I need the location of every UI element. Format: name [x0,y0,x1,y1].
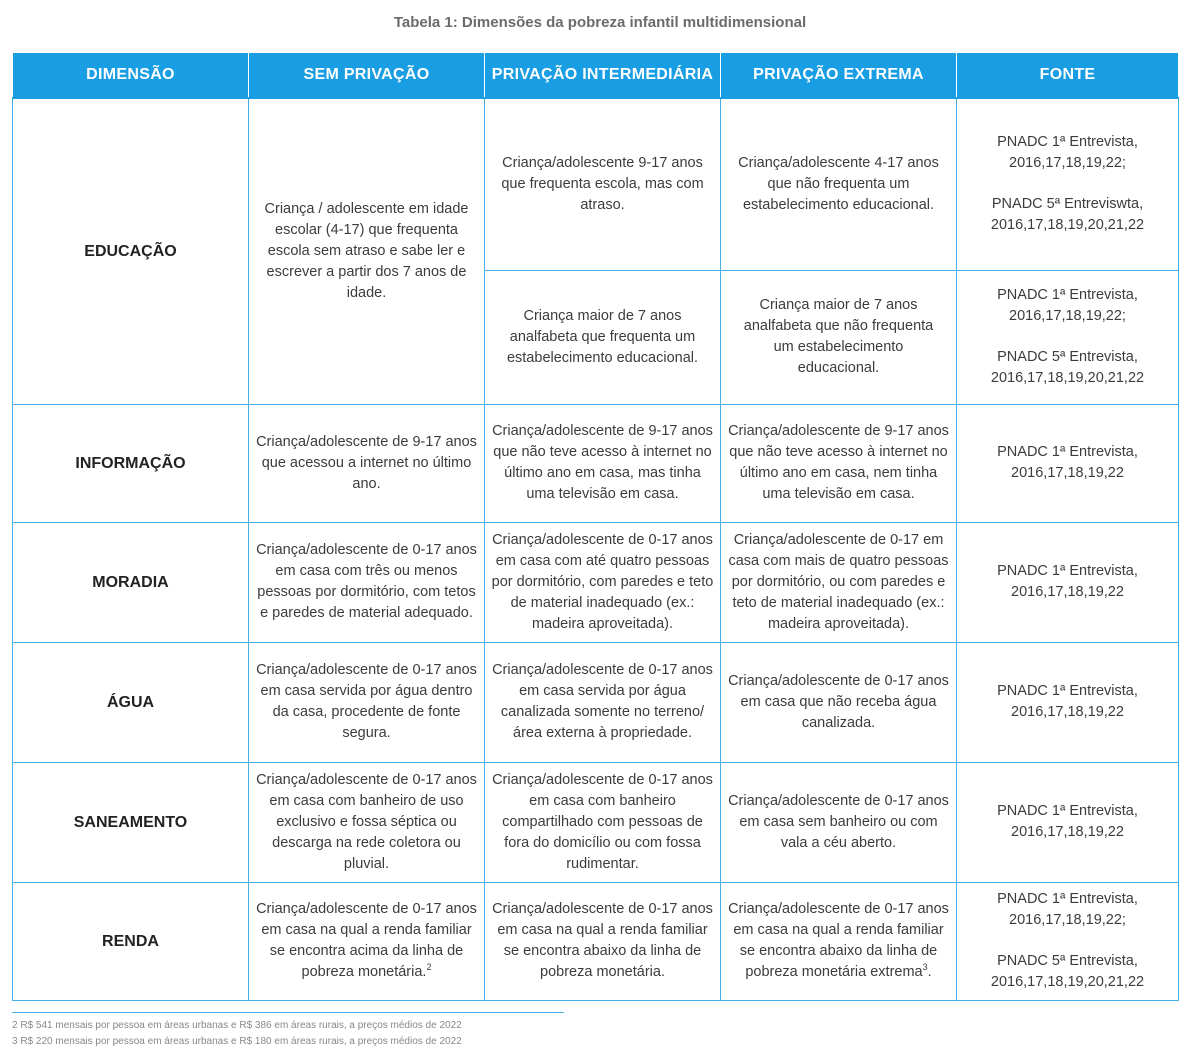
table-row [13,98,1179,270]
footnote-divider [12,1012,564,1013]
cell-saneamento-fonte: PNADC 1ª Entrevista, 2016,17,18,19,22 [957,762,1179,882]
cell-educacao-extrema-1: Criança/adolescente 4-17 anos que não frequenta um estabelecimento educacional. [721,98,957,270]
dimension-agua: ÁGUA [13,642,249,762]
cell-educacao-fonte-2 [957,270,1179,404]
cell-educacao-inter-2: Criança maior de 7 anos analfabeta que frequenta um estabelecimento educacional. [485,270,721,404]
cell-educacao-sem: Criança / adolescente em idade escolar (4-17) que frequenta escola sem atraso e sabe ler e escrever a partir dos 7 anos de idade. [249,98,485,404]
poverty-dimensions-table [12,52,1179,1001]
cell-educacao-inter-1: Criança/adolescente 9-17 anos que frequenta escola, mas com atraso. [485,98,721,270]
fonte-text: PNADC 5ª Entrevista, 2016,17,18,19,20,21,22 [990,349,1145,386]
header-privacao-intermediaria: PRIVAÇÃO INTERMEDIÁRIA [485,53,721,99]
cell-renda-sem-text: Criança/adolescente de 0-17 anos em casa na qual a renda familiar se encontra acima da linha de pobreza monetária. [256,901,477,980]
fonte-text: PNADC 1ª Entrevista, 2016,17,18,19,22; [997,891,1138,928]
dimension-informacao: INFORMAÇÃO [13,404,249,522]
cell-informacao-extrema: Criança/adolescente de 9-17 anos que não teve acesso à internet no último ano em casa, nem tinha uma televisão em casa. [721,404,957,522]
cell-renda-extrema-text: Criança/adolescente de 0-17 anos em casa na qual a renda familiar se encontra abaixo da linha de pobreza monetária extrema [728,901,949,980]
table-title: Tabela 1: Dimensões da pobreza infantil multidimensional [393,14,807,31]
table-row [13,762,1179,882]
fonte-text: PNADC 5ª Entreviswta, 2016,17,18,19,20,21,22 [990,196,1145,234]
fonte-text: PNADC 5ª Entrevista, 2016,17,18,19,20,21,22 [990,953,1145,990]
fonte-text: PNADC 1ª Entrevista, 2016,17,18,19,22; [997,134,1138,172]
header-sem-privacao: SEM PRIVAÇÃO [249,53,485,99]
footnote-ref-2: 2 [426,962,432,973]
table-row [13,522,1179,642]
table-row [13,882,1179,1000]
header-fonte: FONTE [957,53,1179,99]
cell-informacao-inter: Criança/adolescente de 9-17 anos que não teve acesso à internet no último ano em casa, mas tinha uma televisão em casa. [485,404,721,522]
cell-moradia-inter: Criança/adolescente de 0-17 anos em casa com até quatro pessoas por dormitório, com paredes e teto de material inadequado (ex.: madeira aproveitada). [485,522,721,642]
cell-agua-fonte: PNADC 1ª Entrevista, 2016,17,18,19,22 [957,642,1179,762]
footnote-2: 2 R$ 541 mensais por pessoa em áreas urbanas e R$ 386 em áreas rurais, a preços médios de 2022 [12,1020,462,1031]
header-row [13,53,1179,99]
cell-renda-inter: Criança/adolescente de 0-17 anos em casa na qual a renda familiar se encontra abaixo da linha de pobreza monetária. [485,882,721,1000]
dimension-educacao: EDUCAÇÃO [13,98,249,404]
cell-agua-sem: Criança/adolescente de 0-17 anos em casa servida por água dentro da casa, procedente de fonte segura. [249,642,485,762]
dimension-renda: RENDA [13,882,249,1000]
header-privacao-extrema: PRIVAÇÃO EXTREMA [721,53,957,99]
cell-renda-sem [249,882,485,1000]
cell-agua-inter: Criança/adolescente de 0-17 anos em casa servida por água canalizada somente no terreno/ área externa à propriedade. [485,642,721,762]
footnote-3: 3 R$ 220 mensais por pessoa em áreas urbanas e R$ 180 em áreas rurais, a preços médios de 2022 [12,1036,462,1047]
header-dimensao: DIMENSÃO [13,53,249,99]
cell-moradia-sem: Criança/adolescente de 0-17 anos em casa com três ou menos pessoas por dormitório, com tetos e paredes de material adequado. [249,522,485,642]
dimension-moradia: MORADIA [13,522,249,642]
cell-renda-fonte [957,882,1179,1000]
table-row [13,404,1179,522]
footnote-ref-3: 3 [922,962,928,973]
dimension-saneamento: SANEAMENTO [13,762,249,882]
cell-saneamento-sem: Criança/adolescente de 0-17 anos em casa com banheiro de uso exclusivo e fossa séptica ou descarga na rede coletora ou pluvial. [249,762,485,882]
cell-agua-extrema: Criança/adolescente de 0-17 anos em casa que não receba água canalizada. [721,642,957,762]
cell-educacao-fonte-1 [957,98,1179,270]
cell-renda-extrema [721,882,957,1000]
cell-saneamento-inter: Criança/adolescente de 0-17 anos em casa com banheiro compartilhado com pessoas de fora do domicílio ou com fossa rudimentar. [485,762,721,882]
cell-saneamento-extrema: Criança/adolescente de 0-17 anos em casa sem banheiro ou com vala a céu aberto. [721,762,957,882]
table-row [13,642,1179,762]
cell-informacao-sem: Criança/adolescente de 9-17 anos que acessou a internet no último ano. [249,404,485,522]
fonte-text: PNADC 1ª Entrevista, 2016,17,18,19,22; [997,287,1138,324]
cell-moradia-extrema: Criança/adolescente de 0-17 em casa com mais de quatro pessoas por dormitório, ou com paredes e teto de material inadequado (ex.: madeira aproveitada). [721,522,957,642]
cell-informacao-fonte: PNADC 1ª Entrevista, 2016,17,18,19,22 [957,404,1179,522]
cell-moradia-fonte: PNADC 1ª Entrevista, 2016,17,18,19,22 [957,522,1179,642]
cell-renda-extrema-end: . [927,964,932,980]
cell-educacao-extrema-2: Criança maior de 7 anos analfabeta que não frequenta um estabelecimento educacional. [721,270,957,404]
